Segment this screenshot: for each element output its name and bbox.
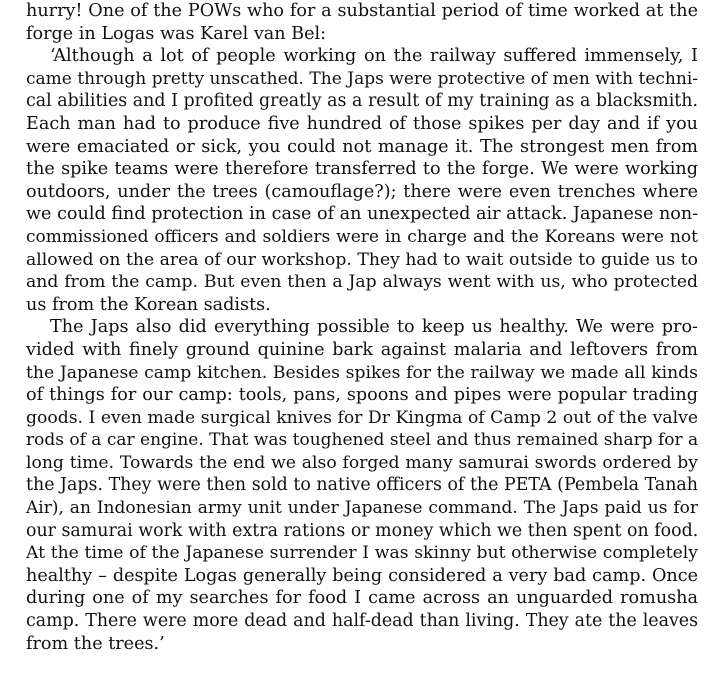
text-line: our samurai work with extra rations or money which we then spent on food. [26,520,698,541]
text-line: of things for our camp: tools, pans, spoons and pipes were popular trading [26,385,698,406]
text-line: rods of a car engine. That was toughened steel and thus remained sharp for a [26,430,698,451]
text-line: came through pretty unscathed. The Japs were protective of men with techni- [26,68,698,89]
text-line: we could find protection in case of an unexpected air attack. Japanese non- [26,204,698,225]
text-line: and from the camp. But even then a Jap always went with us, who protected [26,272,698,293]
text-line: from the trees.’ [26,633,165,654]
text-line: long time. Towards the end we also forged many samurai swords ordered by [26,452,698,473]
text-line: At the time of the Japanese surrender I was skinny but otherwise completely [26,543,698,564]
text-line: the spike teams were therefore transferred to the forge. We were working [26,159,698,180]
text-line: Each man had to produce five hundred of those spikes per day and if you [26,113,698,134]
text-line: outdoors, under the trees (camouflage?); there were even trenches where [26,181,698,202]
paragraph-3 [26,316,698,655]
text-line: hurry! One of the POWs who for a substantial period of time worked at the [26,1,698,21]
text-line: The Japs also did everything possible to keep us healthy. We were pro- [50,317,698,338]
paragraph-1 [26,0,698,45]
paragraph-2 [26,45,698,316]
text-line: healthy – despite Logas generally being considered a very bad camp. Once [26,565,698,586]
text-line: us from the Korean sadists. [26,294,271,315]
text-line: camp. There were more dead and half-dead than living. They ate the leaves [26,611,698,632]
text-line: forge in Logas was Karel van Bel: [26,23,327,44]
text-line: Air), an Indonesian army unit under Japanese command. The Japs paid us for [26,498,698,519]
text-line: the Japanese camp kitchen. Besides spikes for the railway we made all kinds [26,362,698,383]
text-line: the Japs. They were then sold to native officers of the PETA (Pembela Tanah [26,475,698,496]
text-line: were emaciated or sick, you could not manage it. The strongest men from [26,136,698,157]
text-line: vided with finely ground quinine bark against malaria and leftovers from [26,339,698,360]
text-line: ‘Although a lot of people working on the railway suffered immensely, I [50,46,698,67]
text-line: cal abilities and I profited greatly as a result of my training as a blacksmith. [26,91,698,112]
text-line: during one of my searches for food I came across an unguarded romusha [26,588,698,609]
text-line: goods. I even made surgical knives for Dr Kingma of Camp 2 out of the valve [26,407,698,428]
document-page [26,0,698,655]
text-line: allowed on the area of our workshop. They had to wait outside to guide us to [26,249,698,270]
text-line: commissioned officers and soldiers were in charge and the Koreans were not [26,226,698,247]
